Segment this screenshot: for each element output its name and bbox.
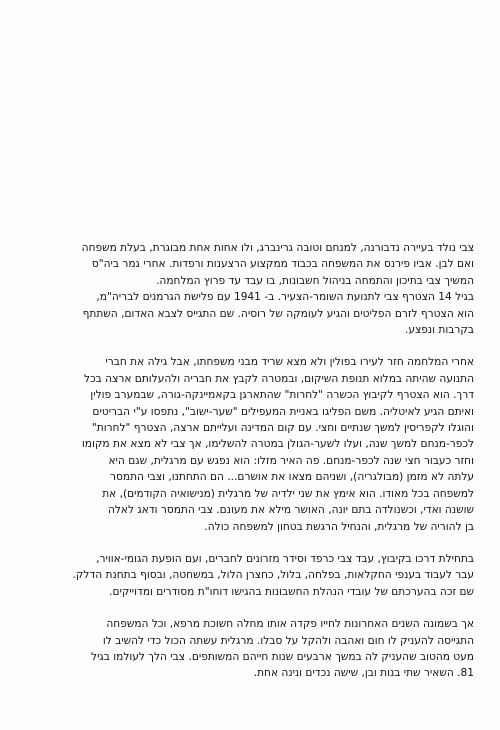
body-text (36, 240, 474, 698)
text-line: מעט מהטוב שהעניק לה במשך ארבעים שנות חייהם המשותפים. צבי הלך לעולמו בגיל (91, 650, 474, 663)
text-line: דרך. הוא הצטרף לקיבוץ הכשרה "לחרות" שהתארגן בקאמיינקה-גורה, שבמערב פולין (90, 389, 474, 402)
text-line: עלתה לא מזמן (מבולגריה), ושניהם מצאו את אושרם... הם התחתנו, וצבי התמסר (110, 471, 474, 484)
text-line: שושנה ואדי, וכשנולדה בתם יונה, האושר מילא את מעונם. צבי התמסר ודאג לאלה (107, 504, 474, 517)
text-line: התנועה שהיתה במלוא תנופת השיקום, ובמטרה לקבץ את חבריה ולהעלותם ארצה בכל (84, 372, 474, 385)
text-line: והוגלו לקפריסין למשך שנתיים וחצי. עם קום המדינה ועלייתם ארצה, הצטרף "לחרות" (91, 422, 474, 435)
paragraph-kibbutz-work (36, 551, 474, 600)
text-line: בגיל 14 הצטרף צבי לתנועת השומר-הצעיר. ב- 1941 עם פלישת הגרמנים לבריה"מ, (96, 291, 474, 304)
text-line: 81. השאיר שתי בנות ובן, שישה נכדים ונינה אחת. (253, 667, 474, 680)
text-line: בתחילת דרכו בקיבוץ, עבד צבי כרפד וסידר מזרונים לחברים, ועם הופעת הגומי-אוויר, (96, 552, 474, 565)
text-line: ואיתם הגיע לאיטליה. משם הפליגו באניית המעפילים "שער-ישוב", נתפסו ע"י הבריטים (92, 405, 474, 418)
text-line: צבי נולד בעיירה נדבורנה, למנחם וטובה גרינברג, ולו אחות אחת מבוגרת, בעלת משפחה (81, 242, 474, 254)
text-line: אך בשמונה השנים האחרונות לחייו פקדה אותו מחלה חשוכת מרפא, וכל המשפחה (106, 618, 474, 631)
text-line: המשיך צבי בתיכון והתמחה בניהול חשבונות, בו עבד עד פרוץ המלחמה. (156, 274, 474, 287)
paragraph-early-life (36, 240, 474, 338)
text-line: אחרי המלחמה חזר לעירו בפולין ולא מצא שריד מבני משפחתו, אבל גילה את חברי (105, 356, 474, 369)
text-line: עבר לעבוד בענפי החקלאות, בפלחה, בלול, כחצרן הלול, במשחטה, ובסוף בתחנת הדלק. (72, 569, 474, 582)
paragraph-after-war (36, 354, 474, 534)
text-line: למשפחה בכל מאודו. הוא אימץ את שני ילדיה של מרגלית (מנישואיה הקודמים), את (102, 487, 474, 500)
text-line: ואם לבן. אביו פירנס את המשפחה בכבוד ממקצוע הרצענות ורפדות. אחרי גמר ביה"ס (91, 258, 474, 271)
text-line: לכפר-מנחם למשך שנה, ועלו לשער-הגולן במטרה להשלימו, אך צבי לא מצא את מקומו (81, 438, 474, 451)
paragraph-final-years (36, 616, 474, 682)
text-line: בקרבות ונפצע. (405, 324, 474, 337)
text-line: התגייסה להעניק לו חום ואהבה ולהקל על סבלו. מרגלית עשתה הכול כדי להשיב לו (102, 634, 474, 647)
text-line: וחזר כעבור חצי שנה לכפר-מנחם. פה האיר מזלו: הוא נפגש עם מרגלית, שגם היא (108, 454, 474, 467)
text-line: הוא הצטרף לזרם הפליטים והגיע לעומקה של רוסיה. שם התגייס לצבא האדום, השתתף (82, 307, 474, 320)
text-line: בן להוריה של מרגלית, והנחיל הרגשת בטחון למשפחה כולה. (204, 520, 474, 533)
text-line: שם זכה בהערכתם של עובדי הנהלת החשבונות בהגישו דוחו"ת מסודרים ומדוייקים. (109, 585, 474, 598)
